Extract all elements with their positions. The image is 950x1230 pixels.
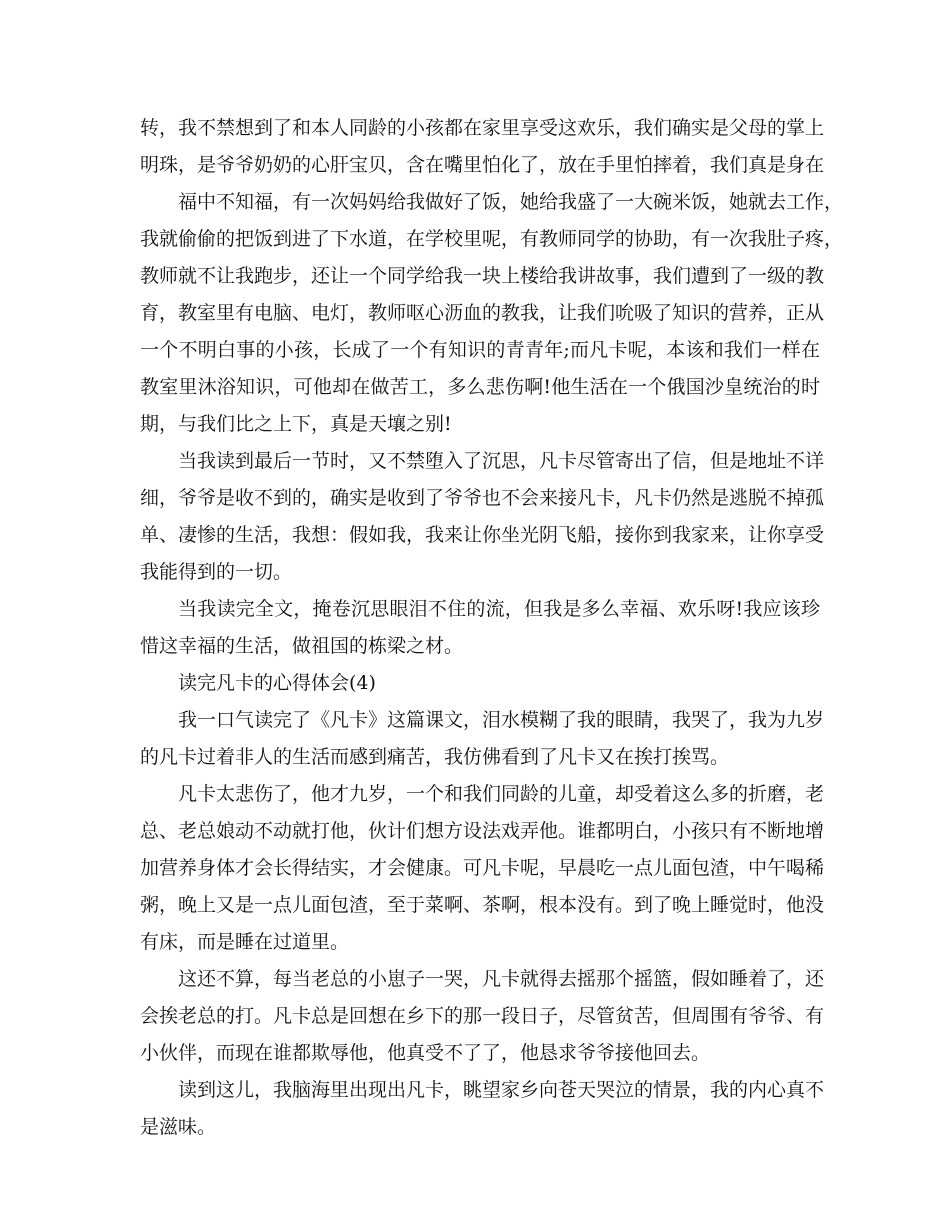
text-line: 单、凄惨的生活，我想：假如我，我来让你坐光阴飞船，接你到我家来，让你享受 [140,524,825,546]
text-line: 有床，而是睡在过道里。 [140,931,350,953]
text-line: 我就偷偷的把饭到进了下水道，在学校里呢，有教师同学的协助，有一次我肚子疼， [140,228,844,250]
text-line: 明珠，是爷爷奶奶的心肝宝贝，含在嘴里怕化了，放在手里怕摔着，我们真是身在 [140,154,825,176]
text-line: 我一口气读完了《凡卡》这篇课文，泪水模糊了我的眼睛，我哭了，我为九岁 [178,709,825,731]
text-line: 我能得到的一切。 [140,561,293,583]
text-line: 加营养身体才会长得结实，才会健康。可凡卡呢，早晨吃一点儿面包渣，中午喝稀 [140,857,825,879]
text-line: 一个不明白事的小孩，长成了一个有知识的青青年;而凡卡呢，本该和我们一样在 [140,339,820,361]
text-line: 读到这儿，我脑海里出现出凡卡，眺望家乡向苍天哭泣的情景，我的内心真不 [178,1079,825,1101]
text-line: 小伙伴，而现在谁都欺辱他，他真受不了了，他恳求爷爷接他回去。 [140,1042,711,1064]
text-line: 福中不知福，有一次妈妈给我做好了饭，她给我盛了一大碗米饭，她就去工作， [178,191,844,213]
text-line: 育，教室里有电脑、电灯，教师呕心沥血的教我，让我们吮吸了知识的营养，正从 [140,302,825,324]
section-heading: 读完凡卡的心得体会(4) [178,672,376,694]
text-line: 会挨老总的打。凡卡总是回想在乡下的那一段日子，尽管贫苦，但周围有爷爷、有 [140,1005,825,1027]
text-line: 当我读到最后一节时，又不禁堕入了沉思，凡卡尽管寄出了信，但是地址不详 [178,450,825,472]
text-line: 教师就不让我跑步，还让一个同学给我一块上楼给我讲故事，我们遭到了一级的教 [140,265,825,287]
text-line: 是滋味。 [140,1116,217,1138]
text-line: 凡卡太悲伤了，他才九岁，一个和我们同龄的儿童，却受着这么多的折磨，老 [178,783,825,805]
text-line: 当我读完全文，掩卷沉思眼泪不住的流，但我是多么幸福、欢乐呀!我应该珍 [178,598,820,620]
text-line: 教室里沐浴知识，可他却在做苦工，多么悲伤啊!他生活在一个俄国沙皇统治的时 [140,376,820,398]
text-line: 细，爷爷是收不到的，确实是收到了爷爷也不会来接凡卡，凡卡仍然是逃脱不掉孤 [140,487,825,509]
text-line: 期，与我们比之上下，真是天壤之别! [140,413,452,435]
text-line: 的凡卡过着非人的生活而感到痛苦，我仿佛看到了凡卡又在挨打挨骂。 [140,746,730,768]
text-line: 粥，晚上又是一点儿面包渣，至于菜啊、茶啊，根本没有。到了晚上睡觉时，他没 [140,894,825,916]
text-line: 转，我不禁想到了和本人同龄的小孩都在家里享受这欢乐，我们确实是父母的掌上 [140,117,825,139]
text-line: 惜这幸福的生活，做祖国的栋梁之材。 [140,635,464,657]
text-line: 这还不算，每当老总的小崽子一哭，凡卡就得去摇那个摇篮，假如睡着了，还 [178,968,825,990]
text-line: 总、老总娘动不动就打他，伙计们想方设法戏弄他。谁都明白，小孩只有不断地增 [140,820,825,842]
